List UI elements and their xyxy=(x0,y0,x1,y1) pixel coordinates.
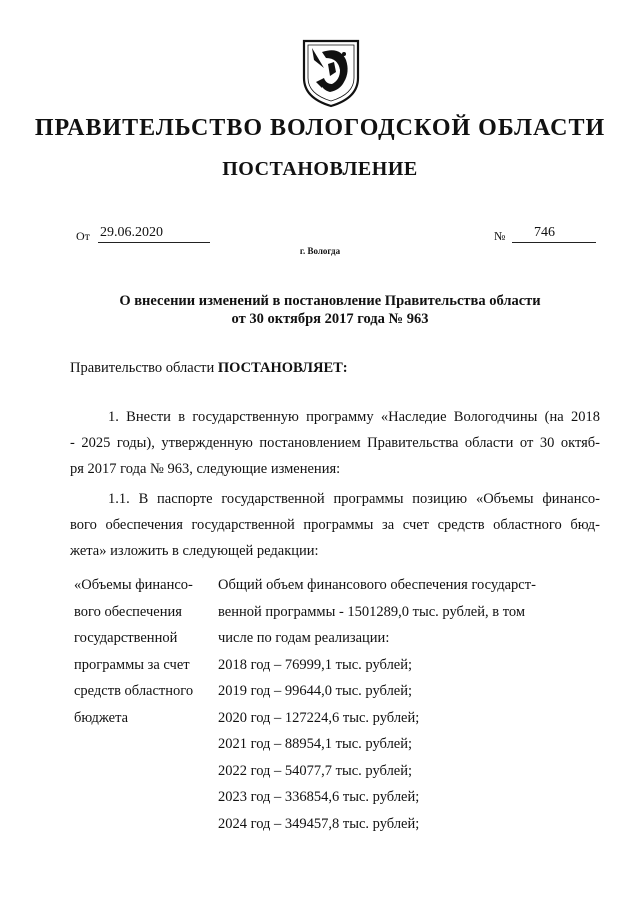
funding-table-value xyxy=(218,572,598,837)
table-label-line: бюджета xyxy=(74,709,129,726)
paragraph-line: вого обеспечения государственной программы за счет средств областного бюд- xyxy=(70,517,600,533)
paragraph-line: жета» изложить в следующей редакции: xyxy=(70,543,319,559)
table-value-line: 2024 год – 349457,8 тыс. рублей; xyxy=(218,815,420,832)
table-label-line: программы за счет xyxy=(74,656,190,673)
table-value-line: Общий объем финансового обеспечения государст- xyxy=(218,577,536,593)
paragraph-1-1 xyxy=(70,486,600,564)
table-value-line: 2021 год – 88954,1 тыс. рублей; xyxy=(218,736,413,752)
document-city: г. Вологда xyxy=(299,246,341,256)
government-title: ПРАВИТЕЛЬСТВО ВОЛОГОДСКОЙ ОБЛАСТИ xyxy=(34,115,606,141)
subject-line: О внесении изменений в постановление Правительства области xyxy=(119,293,541,309)
funding-table-label xyxy=(74,572,214,731)
number-prefix: № xyxy=(494,229,506,243)
decree-statement xyxy=(70,360,348,377)
paragraph-1 xyxy=(70,404,600,482)
date-prefix: От xyxy=(76,229,90,243)
table-value-line: 2019 год – 99644,0 тыс. рублей; xyxy=(218,683,413,699)
table-label-line: вого обеспечения xyxy=(74,603,182,620)
paragraph-line: - 2025 годы), утвержденную постановлением Правительства области от 30 октяб- xyxy=(70,435,600,451)
document-number: 746 xyxy=(512,224,596,243)
decree-prefix: Правительство области xyxy=(70,360,215,376)
paragraph-line: 1. Внести в государственную программу «Наследие Вологодчины (на 2018 xyxy=(108,409,600,425)
paragraph-line: ря 2017 года № 963, следующие изменения: xyxy=(70,461,341,477)
table-value-line: 2020 год – 127224,6 тыс. рублей; xyxy=(218,709,420,726)
table-label-line: средств областного xyxy=(74,683,194,699)
paragraph-line: 1.1. В паспорте государственной программы позицию «Объемы финансо- xyxy=(108,491,600,507)
table-label-line: «Объемы финансо- xyxy=(74,577,193,593)
document-date: 29.06.2020 xyxy=(98,224,210,243)
coat-of-arms-emblem xyxy=(300,38,362,108)
table-value-line: венной программы - 1501289,0 тыс. рублей, в том xyxy=(218,603,526,620)
table-value-line: 2022 год – 54077,7 тыс. рублей; xyxy=(218,762,413,779)
table-value-line: 2018 год – 76999,1 тыс. рублей; xyxy=(218,656,413,673)
document-subject xyxy=(80,292,580,328)
table-value-line: числе по годам реализации: xyxy=(218,630,390,646)
decree-verb: ПОСТАНОВЛЯЕТ: xyxy=(217,360,348,376)
document-type: ПОСТАНОВЛЕНИЕ xyxy=(222,158,418,180)
subject-line: от 30 октября 2017 года № 963 xyxy=(231,311,429,327)
table-value-line: 2023 год – 336854,6 тыс. рублей; xyxy=(218,789,420,805)
table-label-line: государственной xyxy=(74,630,178,646)
